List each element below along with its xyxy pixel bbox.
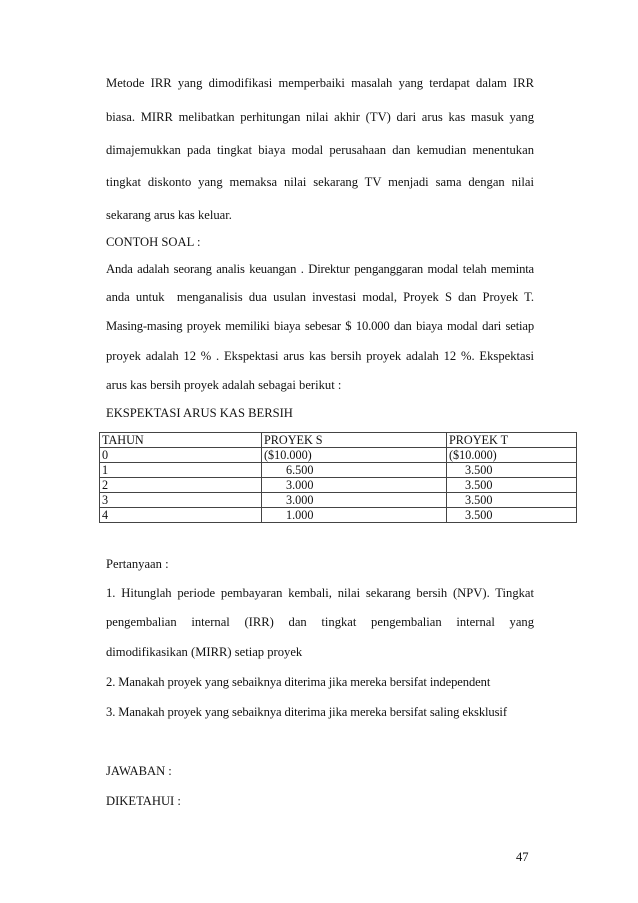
table-row <box>100 508 577 523</box>
question-line: dimodifikasikan (MIRR) setiap proyek <box>106 645 303 659</box>
table-row <box>100 448 577 463</box>
table-cell-proyek-s: 3.000 <box>262 478 447 493</box>
paragraph-2-line: Masing-masing proyek memiliki biaya sebesar $ 10.000 dan biaya modal dari setiap <box>106 319 534 333</box>
table-cell-year: 0 <box>100 448 262 463</box>
table-header-cell: PROYEK T <box>447 433 577 448</box>
table-cell-proyek-t: 3.500 <box>447 478 577 493</box>
paragraph-1-line: tingkat diskonto yang memaksa nilai sekarang TV menjadi sama dengan nilai <box>106 175 534 189</box>
question-line: pengembalian internal (IRR) dan tingkat pengembalian internal yang <box>106 615 534 629</box>
contoh-soal-heading: CONTOH SOAL : <box>106 235 201 249</box>
paragraph-1-line: Metode IRR yang dimodifikasi memperbaiki masalah yang terdapat dalam IRR <box>106 76 534 90</box>
table-cell-year: 2 <box>100 478 262 493</box>
question-line: 2. Manakah proyek yang sebaiknya diterima jika mereka bersifat independent <box>106 675 491 689</box>
cash-flow-table <box>99 432 577 523</box>
table-cell-proyek-t: 3.500 <box>447 463 577 478</box>
table-cell-proyek-t: 3.500 <box>447 508 577 523</box>
table-header-cell: TAHUN <box>100 433 262 448</box>
table-row <box>100 493 577 508</box>
pertanyaan-heading: Pertanyaan : <box>106 557 169 571</box>
paragraph-1-line: dimajemukkan pada tingkat biaya modal perusahaan dan kemudian menentukan <box>106 143 534 157</box>
table-cell-year: 4 <box>100 508 262 523</box>
paragraph-2-line: proyek adalah 12 % . Ekspektasi arus kas bersih proyek adalah 12 %. Ekspektasi <box>106 349 534 363</box>
paragraph-1-line: sekarang arus kas keluar. <box>106 208 232 222</box>
table-row <box>100 478 577 493</box>
table-cell-proyek-t: 3.500 <box>447 493 577 508</box>
table-cell-proyek-t: ($10.000) <box>447 448 577 463</box>
table-cell-proyek-s: 1.000 <box>262 508 447 523</box>
jawaban-heading: JAWABAN : <box>106 764 172 778</box>
table-header-cell: PROYEK S <box>262 433 447 448</box>
paragraph-2-line: arus kas bersih proyek adalah sebagai berikut : <box>106 378 342 392</box>
table-cell-proyek-s: 3.000 <box>262 493 447 508</box>
paragraph-2-line: anda untuk menganalisis dua usulan investasi modal, Proyek S dan Proyek T. <box>106 290 534 304</box>
table-title: EKSPEKTASI ARUS KAS BERSIH <box>106 406 293 420</box>
table-cell-year: 1 <box>100 463 262 478</box>
paragraph-2-line: Anda adalah seorang analis keuangan . Direktur penganggaran modal telah meminta <box>106 262 534 276</box>
question-line: 1. Hitunglah periode pembayaran kembali, nilai sekarang bersih (NPV). Tingkat <box>106 586 534 600</box>
table-cell-year: 3 <box>100 493 262 508</box>
table-cell-proyek-s: ($10.000) <box>262 448 447 463</box>
diketahui-heading: DIKETAHUI : <box>106 794 181 808</box>
question-line: 3. Manakah proyek yang sebaiknya diterima jika mereka bersifat saling eksklusif <box>106 705 507 719</box>
table-row <box>100 463 577 478</box>
paragraph-1-line: biasa. MIRR melibatkan perhitungan nilai akhir (TV) dari arus kas masuk yang <box>106 110 534 124</box>
page-number: 47 <box>516 850 529 864</box>
table-cell-proyek-s: 6.500 <box>262 463 447 478</box>
table-header-row <box>100 433 577 448</box>
